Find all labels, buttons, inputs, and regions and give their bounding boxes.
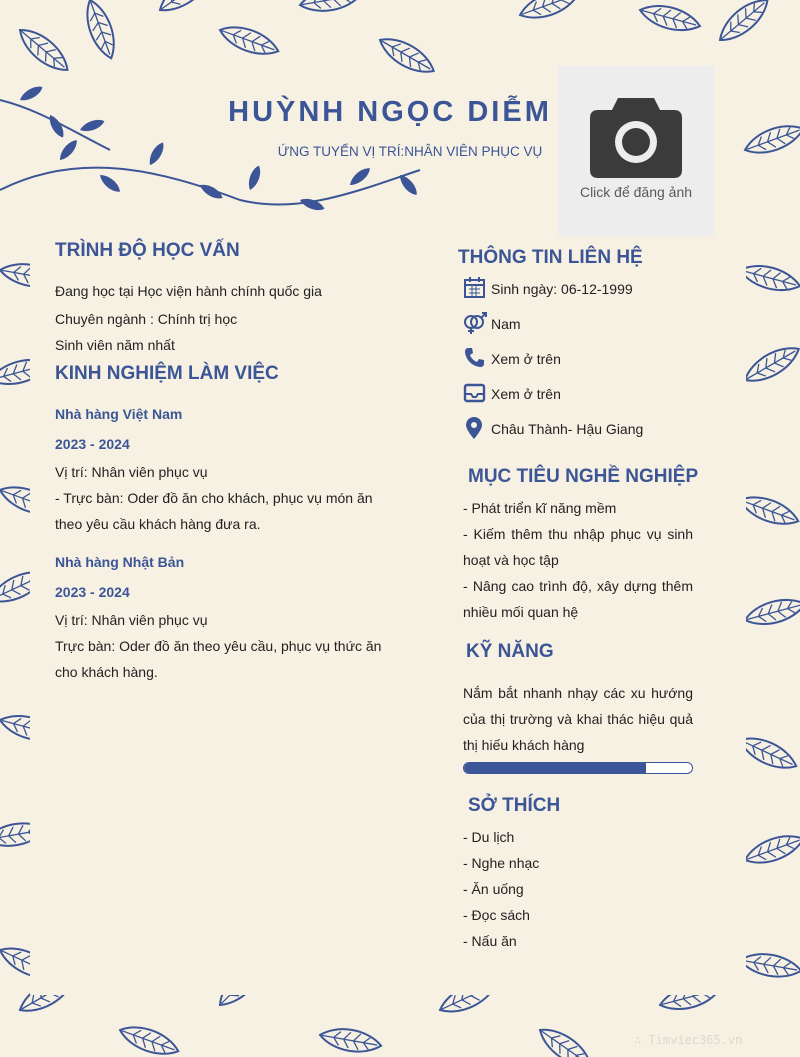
- hobby-item: - Du lịch: [463, 829, 515, 845]
- calendar-icon: [462, 276, 488, 300]
- objective-line: - Nâng cao trình độ, xây dựng thêm nhiều mối quan hệ: [463, 578, 693, 620]
- contact-birthday: Sinh ngày: 06-12-1999: [491, 281, 633, 297]
- hobby-item: - Nấu ăn: [463, 933, 517, 949]
- location-pin-icon: [462, 416, 488, 440]
- skills-heading: KỸ NĂNG: [466, 641, 554, 662]
- candidate-name: HUỲNH NGỌC DIỄM: [228, 96, 552, 128]
- contact-phone: Xem ở trên: [491, 351, 561, 367]
- objective-line: - Phát triển kĩ năng mềm: [463, 500, 617, 516]
- hobby-item: - Ăn uống: [463, 881, 524, 897]
- job-company: Nhà hàng Việt Nam: [55, 406, 183, 422]
- education-line: Đang học tại Học viện hành chính quốc gia: [55, 283, 322, 299]
- contact-gender: Nam: [491, 316, 521, 332]
- job-position: Vị trí: Nhân viên phục vụ: [55, 612, 208, 628]
- watermark: ∴ Timviec365.vn: [634, 1033, 743, 1047]
- hobbies-heading: SỞ THÍCH: [468, 795, 561, 816]
- job-description: Trực bàn: Oder đồ ăn theo yêu cầu, phục vụ thức ăn cho khách hàng.: [55, 638, 382, 680]
- job-period: 2023 - 2024: [55, 436, 130, 452]
- hobby-item: - Nghe nhạc: [463, 855, 540, 871]
- camera-icon: [590, 90, 682, 178]
- job-position: Vị trí: Nhân viên phục vụ: [55, 464, 208, 480]
- education-heading: TRÌNH ĐỘ HỌC VẤN: [55, 240, 240, 261]
- photo-upload-label: Click để đăng ảnh: [579, 184, 693, 200]
- phone-icon: [462, 346, 488, 370]
- photo-upload[interactable]: [558, 66, 714, 236]
- skill-description: Nắm bắt nhanh nhạy các xu hướng của thị trường và khai thác hiệu quả thị hiếu khách hàng: [463, 685, 693, 753]
- skill-level-bar: [463, 762, 693, 774]
- objective-line: - Kiếm thêm thu nhập phục vụ sinh hoạt và học tập: [463, 526, 693, 568]
- contact-heading: THÔNG TIN LIÊN HỆ: [458, 247, 643, 268]
- education-line: Sinh viên năm nhất: [55, 337, 175, 353]
- job-company: Nhà hàng Nhật Bản: [55, 554, 185, 570]
- applied-position: ỨNG TUYỂN VỊ TRÍ:NHÂN VIÊN PHỤC VỤ: [277, 144, 543, 159]
- job-description: - Trực bàn: Oder đồ ăn cho khách, phục vụ món ăn theo yêu cầu khách hàng đưa ra.: [55, 490, 373, 532]
- contact-email: Xem ở trên: [491, 386, 561, 402]
- email-icon: [462, 381, 488, 405]
- experience-heading: KINH NGHIỆM LÀM VIỆC: [55, 363, 279, 384]
- job-period: 2023 - 2024: [55, 584, 130, 600]
- objective-heading: MỤC TIÊU NGHỀ NGHIỆP: [468, 466, 699, 487]
- education-line: Chuyên ngành : Chính trị học: [55, 311, 238, 327]
- skill-level-fill: [464, 763, 646, 773]
- contact-address: Châu Thành- Hậu Giang: [491, 421, 644, 437]
- hobby-item: - Đọc sách: [463, 907, 530, 923]
- gender-icon: [462, 311, 488, 335]
